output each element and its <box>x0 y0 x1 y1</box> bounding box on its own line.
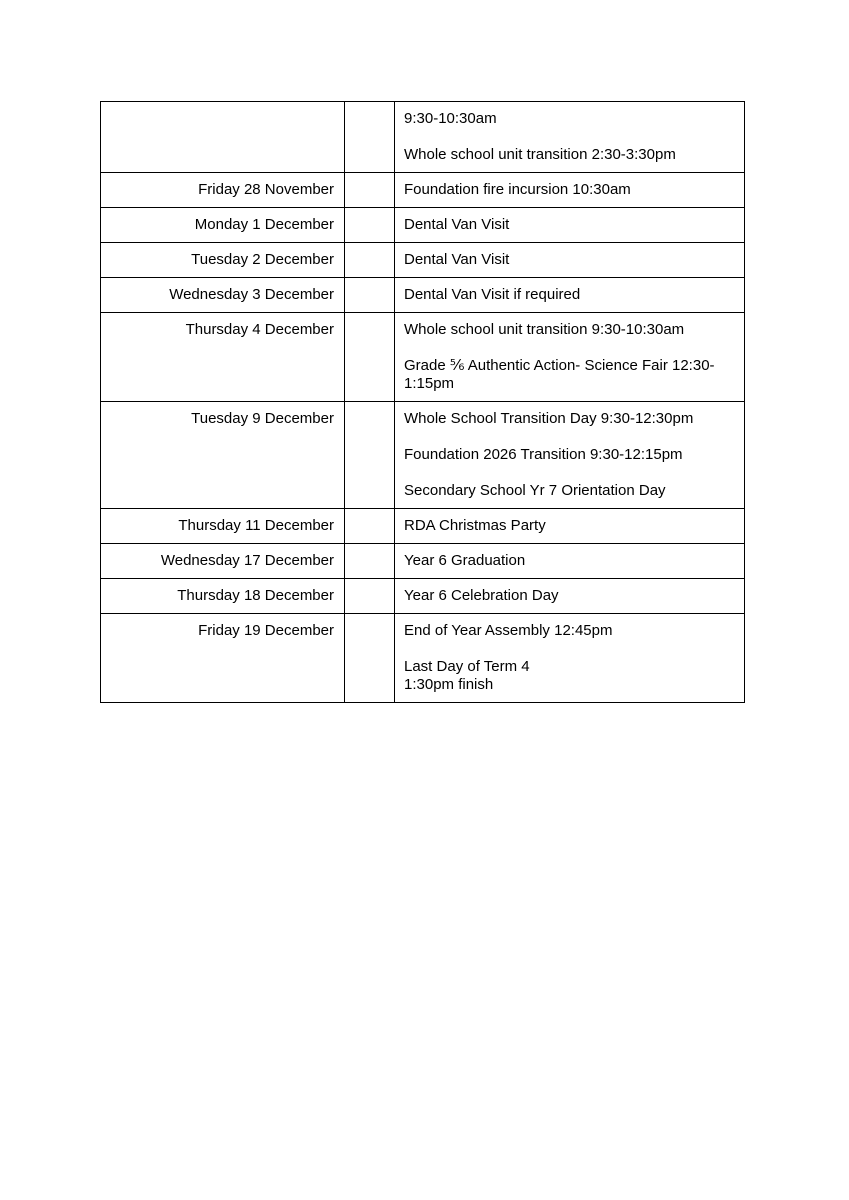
table-row <box>101 402 745 509</box>
event-line: Whole school unit transition 2:30-3:30pm <box>404 146 676 163</box>
spacer-cell <box>345 544 395 579</box>
date-cell: Friday 28 November <box>101 173 345 208</box>
event-line <box>404 640 736 658</box>
event-cell <box>395 614 745 703</box>
event-cell <box>395 402 745 509</box>
event-line: Dental Van Visit <box>404 216 510 233</box>
date-cell: Friday 19 December <box>101 614 345 703</box>
event-line <box>404 339 736 357</box>
spacer-cell <box>345 579 395 614</box>
event-line: 9:30-10:30am <box>404 110 497 127</box>
event-line: Last Day of Term 4 <box>404 658 530 675</box>
event-line: Year 6 Graduation <box>404 552 526 569</box>
spacer-cell <box>345 243 395 278</box>
table-row <box>101 278 745 313</box>
event-line <box>404 428 736 446</box>
event-cell <box>395 208 745 243</box>
event-line: 1:30pm finish <box>404 676 494 693</box>
table-row <box>101 614 745 703</box>
spacer-cell <box>345 509 395 544</box>
spacer-cell <box>345 208 395 243</box>
table-row <box>101 208 745 243</box>
event-cell <box>395 544 745 579</box>
date-cell: Tuesday 9 December <box>101 402 345 509</box>
event-line: Dental Van Visit if required <box>404 286 581 303</box>
date-cell: Wednesday 3 December <box>101 278 345 313</box>
date-cell <box>101 102 345 173</box>
spacer-cell <box>345 102 395 173</box>
event-line <box>404 464 736 482</box>
table-row <box>101 544 745 579</box>
spacer-cell <box>345 278 395 313</box>
table-row <box>101 509 745 544</box>
date-cell: Thursday 18 December <box>101 579 345 614</box>
event-cell <box>395 509 745 544</box>
event-line: Foundation fire incursion 10:30am <box>404 181 631 198</box>
event-line: RDA Christmas Party <box>404 517 546 534</box>
event-line: Whole School Transition Day 9:30-12:30pm <box>404 410 694 427</box>
event-cell <box>395 278 745 313</box>
event-cell <box>395 313 745 402</box>
spacer-cell <box>345 402 395 509</box>
event-line: Secondary School Yr 7 Orientation Day <box>404 482 666 499</box>
table-row <box>101 173 745 208</box>
event-line: Year 6 Celebration Day <box>404 587 559 604</box>
spacer-cell <box>345 173 395 208</box>
spacer-cell <box>345 313 395 402</box>
date-cell: Thursday 11 December <box>101 509 345 544</box>
date-cell: Tuesday 2 December <box>101 243 345 278</box>
event-line: Grade ⅚ Authentic Action- Science Fair 12:30-1:15pm <box>404 357 715 392</box>
event-cell <box>395 243 745 278</box>
event-cell <box>395 173 745 208</box>
event-cell <box>395 579 745 614</box>
event-line: Foundation 2026 Transition 9:30-12:15pm <box>404 446 683 463</box>
schedule-table <box>100 101 745 703</box>
event-line <box>404 128 736 146</box>
table-row <box>101 579 745 614</box>
date-cell: Monday 1 December <box>101 208 345 243</box>
spacer-cell <box>345 614 395 703</box>
event-line: Dental Van Visit <box>404 251 510 268</box>
event-line: End of Year Assembly 12:45pm <box>404 622 613 639</box>
date-cell: Thursday 4 December <box>101 313 345 402</box>
table-row <box>101 102 745 173</box>
table-row <box>101 243 745 278</box>
event-cell <box>395 102 745 173</box>
table-row <box>101 313 745 402</box>
schedule-table-body <box>101 102 745 703</box>
event-line: Whole school unit transition 9:30-10:30am <box>404 321 685 338</box>
date-cell: Wednesday 17 December <box>101 544 345 579</box>
